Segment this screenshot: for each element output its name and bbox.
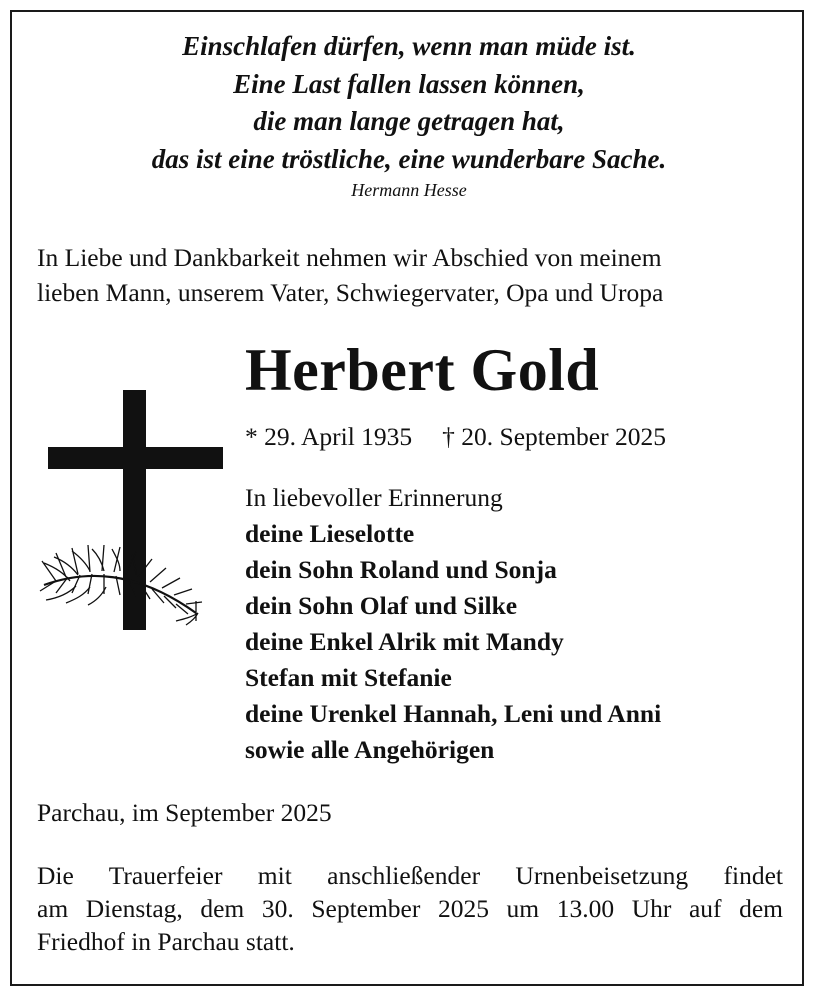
- farewell-line: In Liebe und Dankbarkeit nehmen wir Abschied von meinem: [37, 243, 662, 272]
- birth-date: * 29. April 1935: [245, 422, 413, 451]
- mourner-line: Stefan mit Stefanie: [245, 663, 452, 692]
- farewell-line: lieben Mann, unserem Vater, Schwiegervater, Opa und Uropa: [37, 278, 664, 307]
- cross-icon: [36, 385, 236, 645]
- funeral-info: [37, 859, 783, 958]
- mourner-line: sowie alle Angehörigen: [245, 735, 495, 764]
- funeral-line: am Dienstag, dem 30. September 2025 um 13.00 Uhr auf dem: [37, 894, 783, 923]
- poem-line: Einschlafen dürfen, wenn man müde ist.: [182, 31, 636, 61]
- poem-line: Eine Last fallen lassen können,: [233, 68, 585, 99]
- mourner-line: deine Urenkel Hannah, Leni und Anni: [245, 699, 662, 728]
- mourners-list: [245, 480, 661, 768]
- place-date: Parchau, im September 2025: [37, 798, 332, 827]
- mourner-line: deine Enkel Alrik mit Mandy: [245, 627, 564, 656]
- mourner-line: deine Lieselotte: [245, 519, 415, 548]
- funeral-line: Die Trauerfeier mit anschließender Urnenbeisetzung findet: [37, 861, 783, 890]
- poem-author: Hermann Hesse: [351, 180, 467, 200]
- palm-branch-icon: [40, 545, 202, 625]
- life-dates: [245, 420, 666, 454]
- farewell-intro: [37, 240, 797, 310]
- poem-line: das ist eine tröstliche, eine wunderbare Sache.: [151, 143, 667, 174]
- deceased-name: Herbert Gold: [245, 337, 600, 403]
- mourner-line: dein Sohn Olaf und Silke: [245, 591, 518, 620]
- poem: [0, 28, 818, 178]
- mourners-intro: In liebevoller Erinnerung: [245, 483, 503, 512]
- poem-line: die man lange getragen hat,: [253, 106, 565, 136]
- cross-with-palm-icon: [36, 385, 236, 645]
- death-date: † 20. September 2025: [442, 422, 666, 451]
- funeral-line: Friedhof in Parchau statt.: [37, 927, 295, 956]
- mourner-line: dein Sohn Roland und Sonja: [245, 555, 557, 584]
